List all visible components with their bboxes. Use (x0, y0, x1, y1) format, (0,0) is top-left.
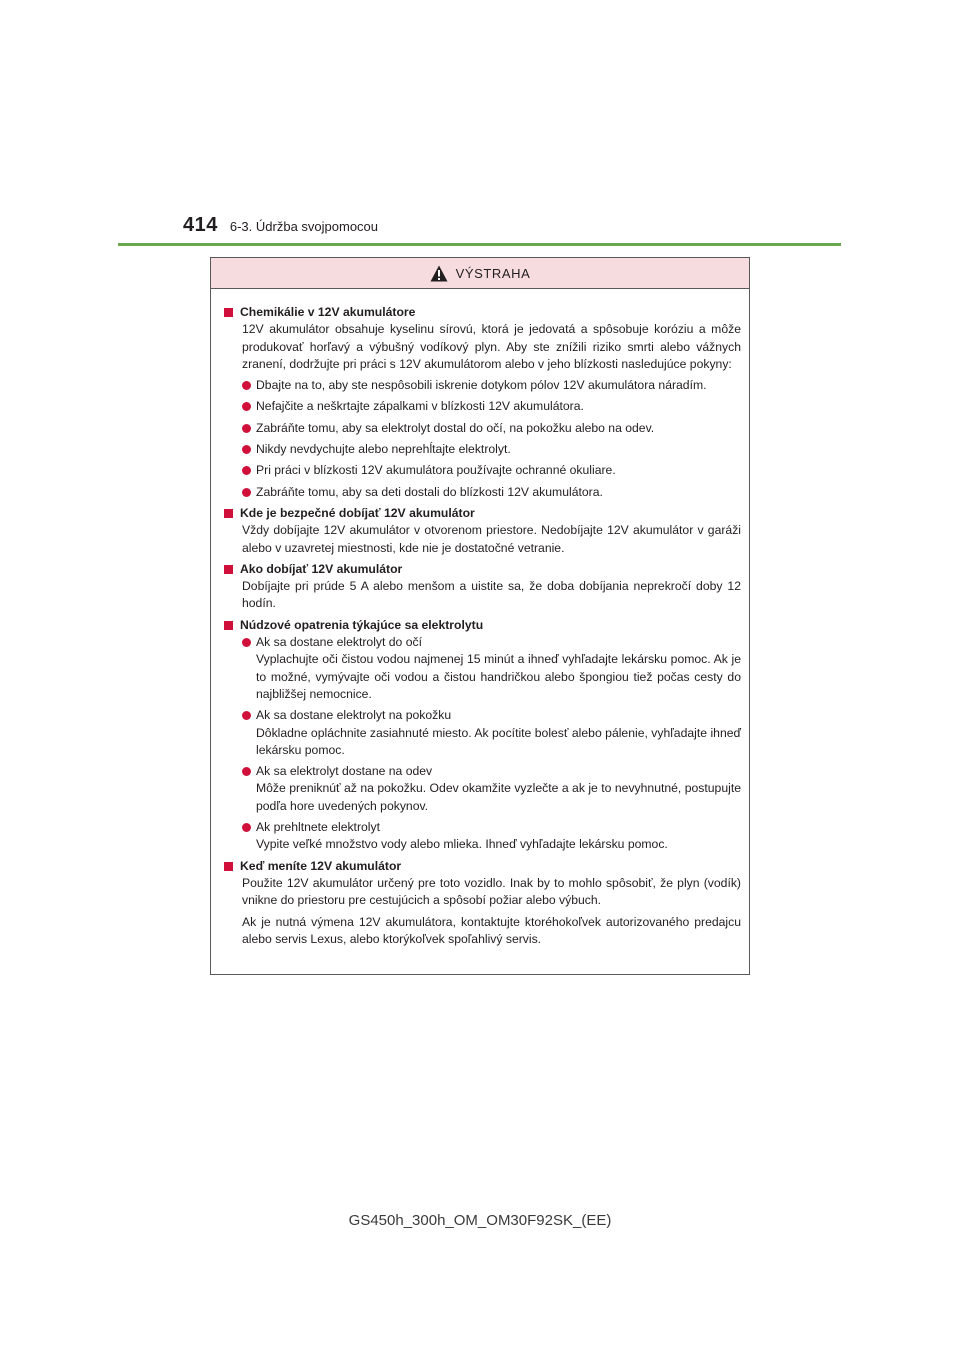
bullet-item: Pri práci v blízkosti 12V akumulátora používajte ochranné okuliare. (256, 462, 741, 479)
warning-triangle-icon (430, 265, 448, 282)
bullet-item: Nikdy nevdychujte alebo neprehĺtajte elektrolyt. (256, 441, 741, 458)
warning-header (211, 258, 749, 289)
bullet-text: Vypite veľké množstvo vody alebo mlieka. Ihneď vyhľadajte lekársku pomoc. (256, 837, 668, 852)
section-paragraph: Použite 12V akumulátor určený pre toto vozidlo. Inak by to mohlo spôsobiť, že plyn (vodík) vnikne do priestoru pre cestujúcich a spôsobí požiar alebo výbuch. (242, 875, 741, 908)
bullet-item (256, 763, 741, 815)
section-paragraph: Vždy dobíjajte 12V akumulátor v otvorenom priestore. Nedobíjajte 12V akumulátor v garáži alebo v uzavretej miestnosti, kde nie je dostatočné vetranie. (242, 523, 741, 555)
section-paragraph: Ak je nutná výmena 12V akumulátora, kontaktujte ktoréhokoľvek autorizovaného predajcu alebo servis Lexus, alebo ktorýkoľvek spoľahlivý servis. (242, 914, 741, 946)
section-title: 6-3. Údržba svojpomocou (229, 219, 379, 234)
section-heading: Chemikálie v 12V akumulátore (224, 304, 741, 321)
section-emergency (224, 617, 741, 854)
bullet-item: Nefajčite a neškrtajte zápalkami v blízkosti 12V akumulátora. (256, 398, 741, 415)
page-number: 414 (183, 214, 218, 236)
section-how-to-charge (224, 561, 741, 613)
section-paragraph: 12V akumulátor obsahuje kyselinu sírovú, ktorá je jedovatá a spôsobuje koróziu a môže produkovať horľavý a výbušný vodíkový plyn. Aby ste znížili riziko smrti alebo vážnych zranení, dodržujte pri práci s 12V akumulátorom alebo v jeho blízkosti nasledujúce pokyny: (242, 322, 741, 371)
warning-body (211, 289, 749, 948)
bullet-text: Môže preniknúť až na pokožku. Odev okamžite vyzlečte a ak je to nevyhnutné, postupujte podľa hore uvedených pokynov. (256, 781, 741, 813)
warning-title: VÝSTRAHA (455, 265, 531, 281)
section-heading: Ako dobíjať 12V akumulátor (224, 561, 741, 578)
section-chemicals (224, 304, 741, 501)
warning-box (210, 257, 750, 975)
section-replacing (224, 858, 741, 948)
bullet-item: Dbajte na to, aby ste nespôsobili iskrenie dotykom pólov 12V akumulátora náradím. (256, 377, 741, 394)
bullet-text: Dôkladne opláchnite zasiahnuté miesto. Ak pocítite bolesť alebo pálenie, vyhľadajte ihneď lekársku pomoc. (256, 725, 741, 757)
section-heading: Kde je bezpečné dobíjať 12V akumulátor (224, 505, 741, 522)
document-code: GS450h_300h_OM_OM30F92SK_(EE) (348, 1212, 612, 1229)
section-safe-charging (224, 505, 741, 557)
section-paragraph: Dobíjajte pri prúde 5 A alebo menšom a uistite sa, že doba dobíjania neprekročí doby 12 hodín. (242, 579, 741, 611)
section-heading: Keď meníte 12V akumulátor (224, 858, 741, 875)
bullet-item (256, 819, 741, 854)
section-heading: Núdzové opatrenia týkajúce sa elektrolytu (224, 617, 741, 634)
bullet-item (256, 707, 741, 759)
bullet-item: Zabráňte tomu, aby sa deti dostali do blízkosti 12V akumulátora. (256, 484, 741, 501)
header-rule (118, 243, 841, 246)
bullet-title: Ak sa elektrolyt dostane na odev (256, 764, 433, 779)
bullet-item: Zabráňte tomu, aby sa elektrolyt dostal do očí, na pokožku alebo na odev. (256, 420, 741, 437)
bullet-title: Ak sa dostane elektrolyt na pokožku (256, 708, 452, 723)
bullet-item (256, 634, 741, 703)
bullet-title: Ak prehltnete elektrolyt (256, 820, 380, 835)
bullet-title: Ak sa dostane elektrolyt do očí (256, 635, 422, 650)
bullet-text: Vyplachujte oči čistou vodou najmenej 15 minút a ihneď vyhľadajte lekársku pomoc. Ak je to možné, vymývajte oči vodou a čistou handričkou alebo špongiou tiež počas cesty do najbližšej nemocnice. (256, 652, 741, 701)
page-header (183, 214, 378, 237)
